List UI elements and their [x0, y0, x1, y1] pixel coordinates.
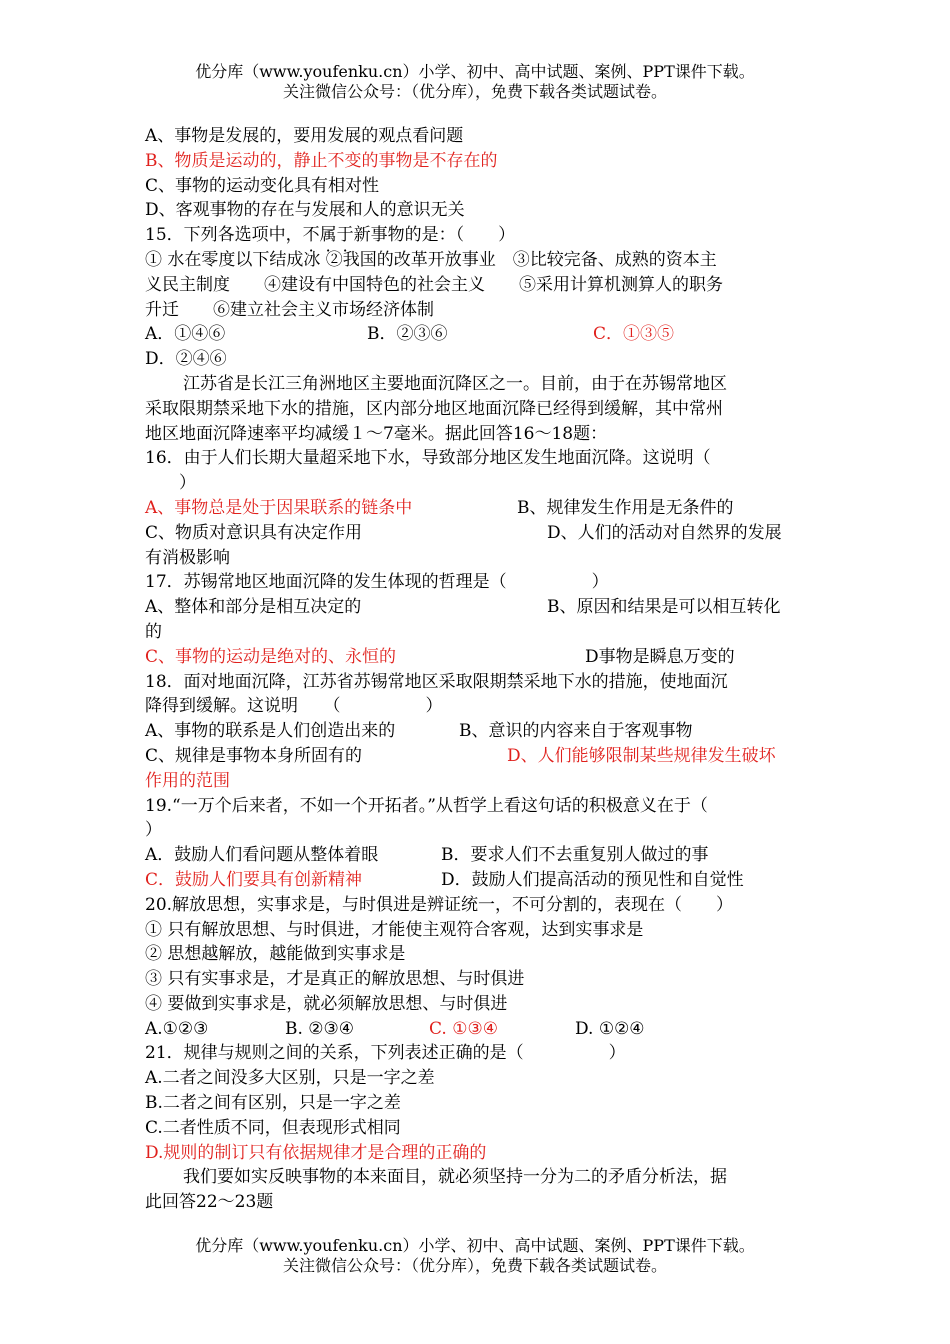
- material-1-line-2: 采取限期禁采地下水的措施，区内部分地区地面沉降已经得到缓解，其中常州: [145, 398, 723, 419]
- q18-stem-line-2: 降得到缓解。这说明 （ ）: [145, 696, 443, 717]
- q14-option-a: A、事物是发展的，要用发展的观点看问题: [145, 126, 464, 146]
- q18-options-row-1: [145, 719, 805, 744]
- q19-stem-line-2: ）: [145, 820, 162, 841]
- q15-stem-post: 新事物的是：（ ）: [353, 225, 516, 246]
- q17-option-b-continued: 的: [145, 621, 162, 642]
- q15-stem-emphasis: [303, 225, 354, 245]
- footer-line-2: 关注微信公众号：（优分库），免费下载各类试题试卷。: [282, 1256, 667, 1275]
- q17-stem: 17．苏锡常地区地面沉降的发生体现的哲理是（ ）: [145, 572, 609, 593]
- q17-option-c-answer: C、事物的运动是绝对的、永恒的: [145, 646, 397, 667]
- q16-option-c: C、物质对意识具有决定作用: [145, 522, 363, 543]
- q15-option-a: A．①④⑥: [145, 324, 226, 345]
- q20-statement-4: ④ 要做到实事求是，就必须解放思想、与时俱进: [145, 993, 508, 1014]
- q17-option-b: B、原因和结果是可以相互转化: [547, 597, 781, 618]
- q18-options-row-2: [145, 744, 805, 769]
- q19-options-row-1: [145, 843, 805, 868]
- q15-statements-line-1: ① 水在零度以下结成冰 ②我国的改革开放事业 ③比较完备、成熟的资本主: [145, 249, 717, 270]
- q14-option-d: D、客观事物的存在与发展和人的意识无关: [145, 200, 465, 221]
- emphasis-char: 于: [336, 225, 354, 246]
- header-line-2: 关注微信公众号：（优分库），免费下载各类试题试卷。: [282, 82, 667, 101]
- q16-stem-line-2: ）: [145, 473, 196, 494]
- q15-option-d: D．②④⑥: [145, 349, 227, 370]
- q15-statements-line-3: 升迁 ⑥建立社会主义市场经济体制: [145, 299, 434, 320]
- q20-options-row: [145, 1017, 805, 1042]
- q19-stem-line-1: 19.“一万个后来者，不如一个开拓者。”从哲学上看这句话的积极意义在于（: [145, 795, 708, 816]
- q21-stem: 21．规律与规则之间的关系，下列表述正确的是（ ）: [145, 1043, 626, 1064]
- q15-option-b: B．②③⑥: [367, 324, 448, 345]
- q18-option-c: C、规律是事物本身所固有的: [145, 745, 363, 766]
- q16-options-row-1: [145, 496, 805, 521]
- material-2-line-1: 我们要如实反映事物的本来面目，就必须坚持一分为二的矛盾分析法，据: [183, 1167, 727, 1188]
- q20-option-b: B. ②③④: [285, 1018, 355, 1039]
- q20-statement-3: ③ 只有实事求是，才是真正的解放思想、与时俱进: [145, 969, 525, 990]
- material-1-line-3: 地区地面沉降速率平均减缓１～7毫米。据此回答16～18题：: [145, 423, 608, 444]
- emphasis-char: 不: [302, 225, 320, 246]
- header-line-1: 优分库（www.youfenku.cn）小学、初中、高中试题、案例、PPT课件下载。: [195, 62, 755, 81]
- q20-option-d: D. ①②④: [575, 1018, 645, 1039]
- q20-statement-1: ① 只有解放思想、与时俱进，才能使主观符合客观，达到实事求是: [145, 919, 644, 940]
- q19-option-c-answer: C．鼓励人们要具有创新精神: [145, 869, 363, 890]
- question-content: [145, 124, 805, 1215]
- q17-options-row-2: [145, 645, 805, 670]
- material-1-line-1: 江苏省是长江三角洲地区主要地面沉降区之一。目前，由于在苏锡常地区: [183, 373, 727, 394]
- q19-option-a: A．鼓励人们看问题从整体着眼: [145, 845, 379, 866]
- q18-stem-line-1: 18．面对地面沉降，江苏省苏锡常地区采取限期禁采地下水的措施，使地面沉: [145, 671, 728, 692]
- q18-option-d-answer: D、人们能够限制某些规律发生破坏: [507, 745, 776, 766]
- page-footer: [0, 1236, 950, 1276]
- q20-option-c-answer: C. ①③④: [429, 1018, 498, 1039]
- material-2-line-2: 此回答22～23题: [145, 1192, 274, 1213]
- q15-stem-pre: 15．下列各选项中，: [145, 225, 303, 246]
- q16-option-d-continued: 有消极影响: [145, 547, 230, 568]
- q19-options-row-2: [145, 868, 805, 893]
- footer-line-1: 优分库（www.youfenku.cn）小学、初中、高中试题、案例、PPT课件下载。: [195, 1236, 755, 1255]
- q20-option-a: A.①②③: [145, 1018, 209, 1039]
- q16-stem-line-1: 16．由于人们长期大量超采地下水，导致部分地区发生地面沉降。这说明（: [145, 448, 711, 469]
- q18-option-d-continued: 作用的范围: [145, 770, 230, 791]
- q17-option-a: A、整体和部分是相互决定的: [145, 597, 362, 618]
- q15-stem: [145, 223, 805, 248]
- q15-option-c-answer: C．①③⑤: [593, 324, 675, 345]
- q16-option-b: B、规律发生作用是无条件的: [517, 497, 734, 518]
- q18-option-b: B、意识的内容来自于客观事物: [459, 721, 693, 742]
- emphasis-dotted-text: [303, 225, 354, 245]
- q16-option-a-answer: A、事物总是处于因果联系的链条中: [145, 497, 413, 518]
- q14-option-b-answer: B、物质是运动的，静止不变的事物是不存在的: [145, 150, 498, 171]
- q15-options-row: [145, 322, 805, 347]
- emphasis-char: 属: [319, 225, 337, 246]
- q16-option-d: D、人们的活动对自然界的发展: [547, 522, 782, 543]
- q21-option-a: A.二者之间没多大区别，只是一字之差: [145, 1068, 435, 1089]
- q19-option-b: B．要求人们不去重复别人做过的事: [441, 845, 709, 866]
- q20-stem: 20.解放思想，实事求是，与时俱进是辨证统一，不可分割的，表现在（ ）: [145, 894, 734, 915]
- q17-options-row-1: [145, 595, 805, 620]
- q14-option-c: C、事物的运动变化具有相对性: [145, 175, 380, 196]
- q17-option-d: D事物是瞬息万变的: [585, 646, 735, 667]
- page-header: [0, 62, 950, 102]
- q16-options-row-2: [145, 521, 805, 546]
- q20-statement-2: ② 思想越解放，越能做到实事求是: [145, 944, 406, 965]
- q18-option-a: A、事物的联系是人们创造出来的: [145, 721, 396, 742]
- q15-statements-line-2: 义民主制度 ④建设有中国特色的社会主义 ⑤采用计算机测算人的职务: [145, 274, 723, 295]
- q21-option-b: B.二者之间有区别，只是一字之差: [145, 1093, 401, 1114]
- q21-option-c: C.二者性质不同，但表现形式相同: [145, 1117, 401, 1138]
- q21-option-d-answer: D.规则的制订只有依据规律才是合理的正确的: [145, 1142, 487, 1163]
- q19-option-d: D．鼓励人们提高活动的预见性和自觉性: [441, 869, 744, 890]
